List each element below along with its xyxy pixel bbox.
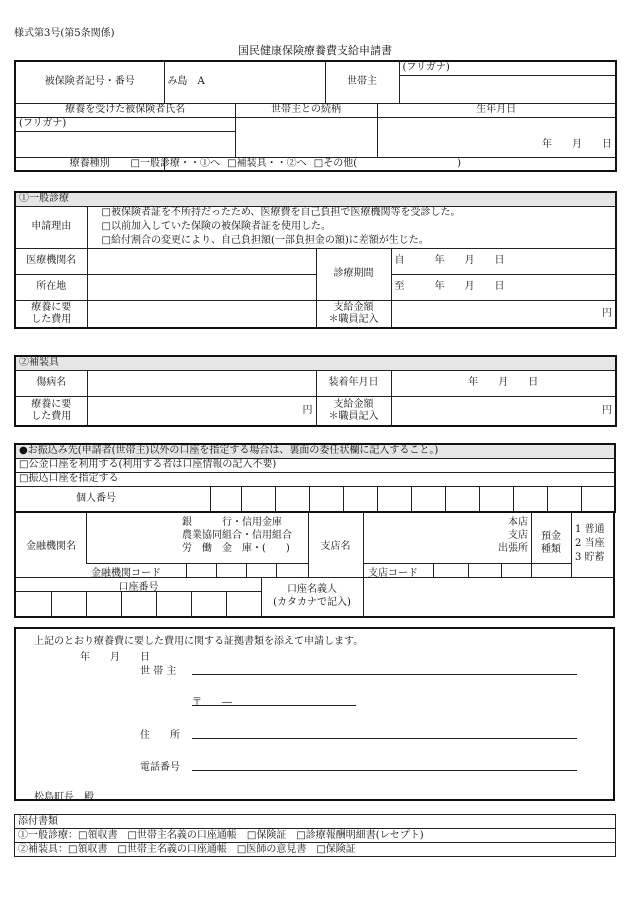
- postal-code[interactable]: 〒 ―: [192, 697, 232, 708]
- bank-table: [14, 443, 616, 513]
- device-cost-label: 療養に要 した費用: [15, 396, 87, 426]
- branch-name-label: 支店名: [320, 541, 351, 552]
- personal-number-digit[interactable]: [445, 486, 479, 512]
- attachments-table: [14, 814, 616, 857]
- bank-code-label: 金融機関コード: [91, 568, 161, 579]
- declaration-text: 上記のとおり療養費に要した費用に関する証拠書類を添えて申請します。: [34, 636, 364, 647]
- reason-label: 申請理由: [15, 206, 87, 248]
- account-holder-label: 口座名義人 (カタカナで記入): [273, 584, 351, 608]
- bank-type-options[interactable]: 銀 行・信用金庫 農業協同組合・信用組合 労 働 金 庫・( ): [182, 517, 292, 554]
- personal-number-digit[interactable]: [411, 486, 445, 512]
- household-head-furigana[interactable]: (フリガナ): [399, 61, 616, 75]
- institution-label: 医療機関名: [15, 248, 87, 274]
- public-account-option[interactable]: □公金口座を利用する(利用する者は口座情報の記入不要): [15, 458, 615, 472]
- attachments-general[interactable]: ①一般診療：□領収書 □世帯主名義の口座通帳 □保険証 □診療報酬明細書(レセプト): [15, 829, 616, 843]
- device-cost-field[interactable]: 円: [87, 396, 316, 426]
- device-table: [14, 355, 617, 427]
- address-field[interactable]: [87, 274, 316, 300]
- household-head-label: 世帯主: [325, 61, 399, 103]
- type-option-device[interactable]: □補装具・・②へ: [227, 157, 307, 169]
- application-date[interactable]: 年 月 日: [80, 652, 150, 663]
- device-payment-field[interactable]: 円: [391, 396, 616, 426]
- section1-header: ①一般診療: [15, 192, 616, 206]
- section2-header: ②補装具: [15, 356, 616, 370]
- period-from-field[interactable]: 自 年 月 日: [391, 248, 616, 274]
- reason-option-2[interactable]: □以前加入していた保険の被保険者証を使用した。: [87, 220, 616, 234]
- declaration-block: [14, 627, 615, 801]
- deposit-type-label: 預金 種類: [541, 531, 561, 555]
- fit-date-field[interactable]: 年 月 日: [391, 370, 616, 396]
- reason-option-3[interactable]: □給付割合の変更により、自己負担額(一部負担金の額)に差額が生じた。: [87, 234, 616, 248]
- specify-account-option[interactable]: □振込口座を指定する: [15, 472, 615, 486]
- personal-number-digit[interactable]: [210, 486, 241, 512]
- cost-label: 療養に要 した費用: [15, 300, 87, 328]
- personal-number-digit[interactable]: [275, 486, 309, 512]
- period-to-field[interactable]: 至 年 月 日: [391, 274, 616, 300]
- birthdate-label: 生年月日: [377, 103, 616, 117]
- treatment-type-label: 療養種別: [15, 157, 164, 171]
- patient-furigana-field[interactable]: (フリガナ): [15, 117, 235, 131]
- address-sign-label: 住 所: [140, 730, 180, 741]
- disease-label: 傷病名: [15, 370, 87, 396]
- payment-label: 支給金額 ＊職員記入: [316, 300, 391, 328]
- personal-number-digit[interactable]: [343, 486, 377, 512]
- section3-header: ●お振込み先(申請者(世帯主)以外の口座を指定する場合は、裏面の委任状欄に記入すること。): [15, 444, 615, 458]
- personal-number-digit[interactable]: [241, 486, 275, 512]
- attachments-device[interactable]: ②補装具：□領収書 □世帯主名義の口座通帳 □医師の意見書 □保険証: [15, 843, 616, 857]
- form-number: 様式第3号(第5条関係): [14, 28, 115, 39]
- type-option-general[interactable]: □一般診療・・①へ: [130, 157, 220, 169]
- address-sign-line[interactable]: [192, 738, 577, 739]
- form-title: 国民健康保険療養費支給申請書: [238, 44, 392, 57]
- mayor-addressee: 松島町長 殿: [34, 792, 94, 803]
- relationship-label: 世帯主との続柄: [235, 103, 377, 117]
- general-treatment-table: [14, 191, 617, 329]
- type-option-other[interactable]: □その他( ): [313, 157, 462, 169]
- address-label: 所在地: [15, 274, 87, 300]
- bank-name-label: 金融機関名: [26, 541, 76, 552]
- branch-code-label: 支店コード: [368, 568, 418, 579]
- personal-number-label: 個人番号: [15, 486, 210, 512]
- device-payment-label: 支給金額 ＊職員記入: [316, 396, 391, 426]
- period-label: 診療期間: [316, 248, 391, 300]
- bank-details: [14, 513, 615, 618]
- account-number-label: 口座番号: [118, 582, 159, 593]
- personal-number-digit[interactable]: [377, 486, 411, 512]
- personal-number-digit[interactable]: [309, 486, 343, 512]
- birthdate-field[interactable]: 年 月 日: [377, 117, 616, 157]
- personal-number-digit[interactable]: [547, 486, 581, 512]
- treatment-type-options: [130, 157, 616, 171]
- fit-date-label: 装着年月日: [316, 370, 391, 396]
- reason-option-1[interactable]: □被保険者証を不所持だったため、医療費を自己負担で医療機関等を受診した。: [87, 206, 616, 220]
- personal-number-digit[interactable]: [581, 486, 615, 512]
- phone-line[interactable]: [192, 770, 577, 771]
- postal-code-line: [192, 705, 356, 706]
- patient-name-label: 療養を受けた被保険者氏名: [15, 103, 235, 117]
- household-head-sign-label: 世 帯 主: [140, 666, 177, 677]
- disease-field[interactable]: [87, 370, 316, 396]
- attachments-header: 添付書類: [15, 815, 616, 829]
- deposit-type-options[interactable]: 1 普通 2 当座 3 貯蓄: [575, 524, 605, 563]
- personal-number-digit[interactable]: [513, 486, 547, 512]
- institution-field[interactable]: [87, 248, 316, 274]
- branch-type-options[interactable]: 本店 支店 出張所: [498, 517, 528, 554]
- personal-number-digit[interactable]: [479, 486, 513, 512]
- patient-name-field[interactable]: [15, 131, 235, 157]
- insured-number-label: 被保険者記号・番号: [15, 61, 164, 103]
- household-head-sign-line[interactable]: [192, 674, 577, 675]
- relationship-field[interactable]: [235, 117, 377, 157]
- phone-label: 電話番号: [140, 762, 180, 773]
- cost-field[interactable]: [87, 300, 316, 328]
- payment-field[interactable]: 円: [391, 300, 616, 328]
- applicant-table: [14, 60, 617, 172]
- insured-number-field[interactable]: み島 A: [164, 61, 325, 103]
- household-head-name-field[interactable]: [399, 75, 616, 103]
